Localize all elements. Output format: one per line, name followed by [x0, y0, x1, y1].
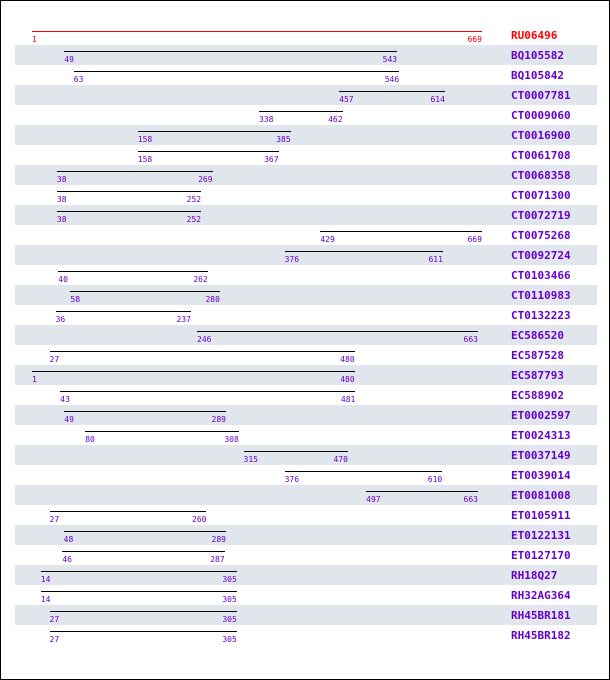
alignment-line — [50, 631, 237, 632]
start-position: 457 — [339, 95, 354, 104]
row-band — [15, 605, 597, 625]
sequence-name-link[interactable]: EC586520 — [511, 329, 564, 342]
start-position: 38 — [56, 215, 67, 224]
sequence-name-link[interactable]: ET0081008 — [511, 489, 571, 502]
row-band — [15, 365, 597, 385]
row-band — [15, 525, 597, 545]
end-position: 470 — [333, 455, 348, 464]
alignment-line — [138, 151, 279, 152]
start-position: 46 — [62, 555, 72, 564]
start-position: 27 — [49, 355, 60, 364]
sequence-name-link[interactable]: CT0132223 — [511, 309, 571, 322]
sequence-name-link[interactable]: CT0072719 — [511, 209, 571, 222]
start-position: 1 — [32, 35, 37, 44]
start-position: 49 — [64, 55, 74, 64]
end-position: 614 — [430, 95, 445, 104]
alignment-line — [56, 311, 191, 312]
start-position: 36 — [55, 315, 66, 324]
end-position: 663 — [463, 495, 478, 504]
alignment-line — [285, 251, 443, 252]
sequence-name-link[interactable]: CT0061708 — [511, 149, 571, 162]
row-band — [15, 445, 597, 465]
end-position: 269 — [198, 175, 213, 184]
row-band — [15, 165, 597, 185]
row-band — [15, 485, 597, 505]
start-position: 27 — [49, 635, 60, 644]
sequence-name-link[interactable]: EC588902 — [511, 389, 564, 402]
row-band — [15, 125, 597, 145]
start-position: 158 — [137, 135, 153, 144]
alignment-line — [57, 171, 213, 172]
start-position: 376 — [284, 255, 300, 264]
sequence-name-link[interactable]: CT0075268 — [511, 229, 571, 242]
start-position: 429 — [320, 235, 335, 244]
end-position: 305 — [222, 615, 237, 624]
start-position: 1 — [32, 375, 37, 384]
end-position: 289 — [211, 415, 226, 424]
start-position: 48 — [63, 535, 74, 544]
end-position: 385 — [276, 135, 291, 144]
end-position: 480 — [340, 375, 355, 384]
row-band — [15, 325, 597, 345]
sequence-name-link[interactable]: RH18Q27 — [511, 569, 558, 582]
alignment-line — [60, 391, 355, 392]
alignment-line — [50, 351, 355, 352]
row-band — [15, 565, 597, 585]
alignment-line — [366, 491, 478, 492]
sequence-name-link[interactable]: ET0127170 — [511, 549, 571, 562]
alignment-line — [50, 511, 207, 512]
start-position: 38 — [56, 195, 67, 204]
end-position: 462 — [328, 115, 343, 124]
sequence-name-link[interactable]: BQ105842 — [511, 69, 564, 82]
sequence-name-link[interactable]: RH45BR182 — [511, 629, 571, 642]
end-position: 481 — [340, 395, 356, 404]
sequence-name-link[interactable]: ET0002597 — [511, 409, 571, 422]
row-band — [15, 285, 597, 305]
start-position: 27 — [49, 515, 60, 524]
alignment-line — [85, 431, 239, 432]
sequence-name-link[interactable]: CT0103466 — [511, 269, 571, 282]
reference-line — [32, 31, 482, 32]
alignment-line — [320, 231, 482, 232]
start-position: 40 — [58, 275, 68, 284]
row-band — [15, 405, 597, 425]
sequence-name-link[interactable]: ET0024313 — [511, 429, 571, 442]
sequence-name-link[interactable]: CT0007781 — [511, 89, 571, 102]
end-position: 669 — [467, 235, 482, 244]
alignment-line — [339, 91, 445, 92]
end-position: 305 — [222, 575, 237, 584]
end-position: 287 — [210, 555, 225, 564]
alignment-line — [74, 71, 399, 72]
end-position: 611 — [428, 255, 443, 264]
end-position: 237 — [176, 315, 191, 324]
alignment-line — [57, 191, 201, 192]
alignment-map — [1, 1, 609, 679]
end-position: 305 — [222, 595, 237, 604]
start-position: 315 — [243, 455, 258, 464]
sequence-name-link[interactable]: BQ105582 — [511, 49, 564, 62]
sequence-name-link[interactable]: CT0016900 — [511, 129, 571, 142]
end-position: 305 — [222, 635, 237, 644]
start-position: 38 — [56, 175, 67, 184]
sequence-name-link[interactable]: CT0092724 — [511, 249, 571, 262]
alignment-line — [138, 131, 291, 132]
alignment-line — [50, 611, 237, 612]
start-position: 338 — [259, 115, 274, 124]
alignment-line — [259, 111, 343, 112]
end-position: 280 — [205, 295, 220, 304]
start-position: 63 — [73, 75, 84, 84]
sequence-name-link[interactable]: RH45BR181 — [511, 609, 571, 622]
alignment-line — [285, 471, 443, 472]
start-position: 497 — [366, 495, 381, 504]
alignment-line — [41, 571, 237, 572]
reference-name: RU06496 — [511, 29, 558, 42]
alignment-line — [58, 271, 208, 272]
sequence-name-link[interactable]: ET0039014 — [511, 469, 571, 482]
start-position: 80 — [85, 435, 95, 444]
start-position: 14 — [40, 595, 51, 604]
end-position: 546 — [384, 75, 400, 84]
end-position: 260 — [192, 515, 207, 524]
start-position: 376 — [284, 475, 300, 484]
start-position: 27 — [49, 615, 60, 624]
alignment-line — [64, 51, 397, 52]
sequence-name-link[interactable]: ET0105911 — [511, 509, 571, 522]
end-position: 262 — [193, 275, 208, 284]
alignment-line — [244, 451, 348, 452]
end-position: 480 — [340, 355, 355, 364]
sequence-name-link[interactable]: CT0068358 — [511, 169, 571, 182]
start-position: 49 — [64, 415, 74, 424]
end-position: 252 — [186, 195, 202, 204]
sequence-name-link[interactable]: CT0071300 — [511, 189, 571, 202]
sequence-name-link[interactable]: EC587528 — [511, 349, 564, 362]
sequence-name-link[interactable]: RH32AG364 — [511, 589, 571, 602]
sequence-name-link[interactable]: ET0122131 — [511, 529, 571, 542]
sequence-name-link[interactable]: CT0009060 — [511, 109, 571, 122]
end-position: 663 — [463, 335, 478, 344]
alignment-line — [64, 531, 226, 532]
row-band — [15, 245, 597, 265]
end-position: 669 — [467, 35, 482, 44]
start-position: 14 — [40, 575, 51, 584]
start-position: 43 — [60, 395, 70, 404]
alignment-line — [32, 371, 355, 372]
alignment-line — [64, 411, 226, 412]
alignment-line — [62, 551, 224, 552]
start-position: 246 — [197, 335, 212, 344]
end-position: 289 — [211, 535, 226, 544]
end-position: 367 — [264, 155, 279, 164]
sequence-name-link[interactable]: EC587793 — [511, 369, 564, 382]
row-band — [15, 205, 597, 225]
end-position: 252 — [186, 215, 202, 224]
start-position: 58 — [70, 295, 81, 304]
row-band — [15, 85, 597, 105]
alignment-line — [197, 331, 478, 332]
row-band — [15, 45, 597, 65]
alignment-line — [41, 591, 237, 592]
alignment-line — [57, 211, 201, 212]
end-position: 543 — [382, 55, 398, 64]
alignment-line — [70, 291, 220, 292]
end-position: 308 — [224, 435, 239, 444]
sequence-name-link[interactable]: CT0110983 — [511, 289, 571, 302]
start-position: 158 — [137, 155, 153, 164]
end-position: 610 — [427, 475, 443, 484]
sequence-name-link[interactable]: ET0037149 — [511, 449, 571, 462]
